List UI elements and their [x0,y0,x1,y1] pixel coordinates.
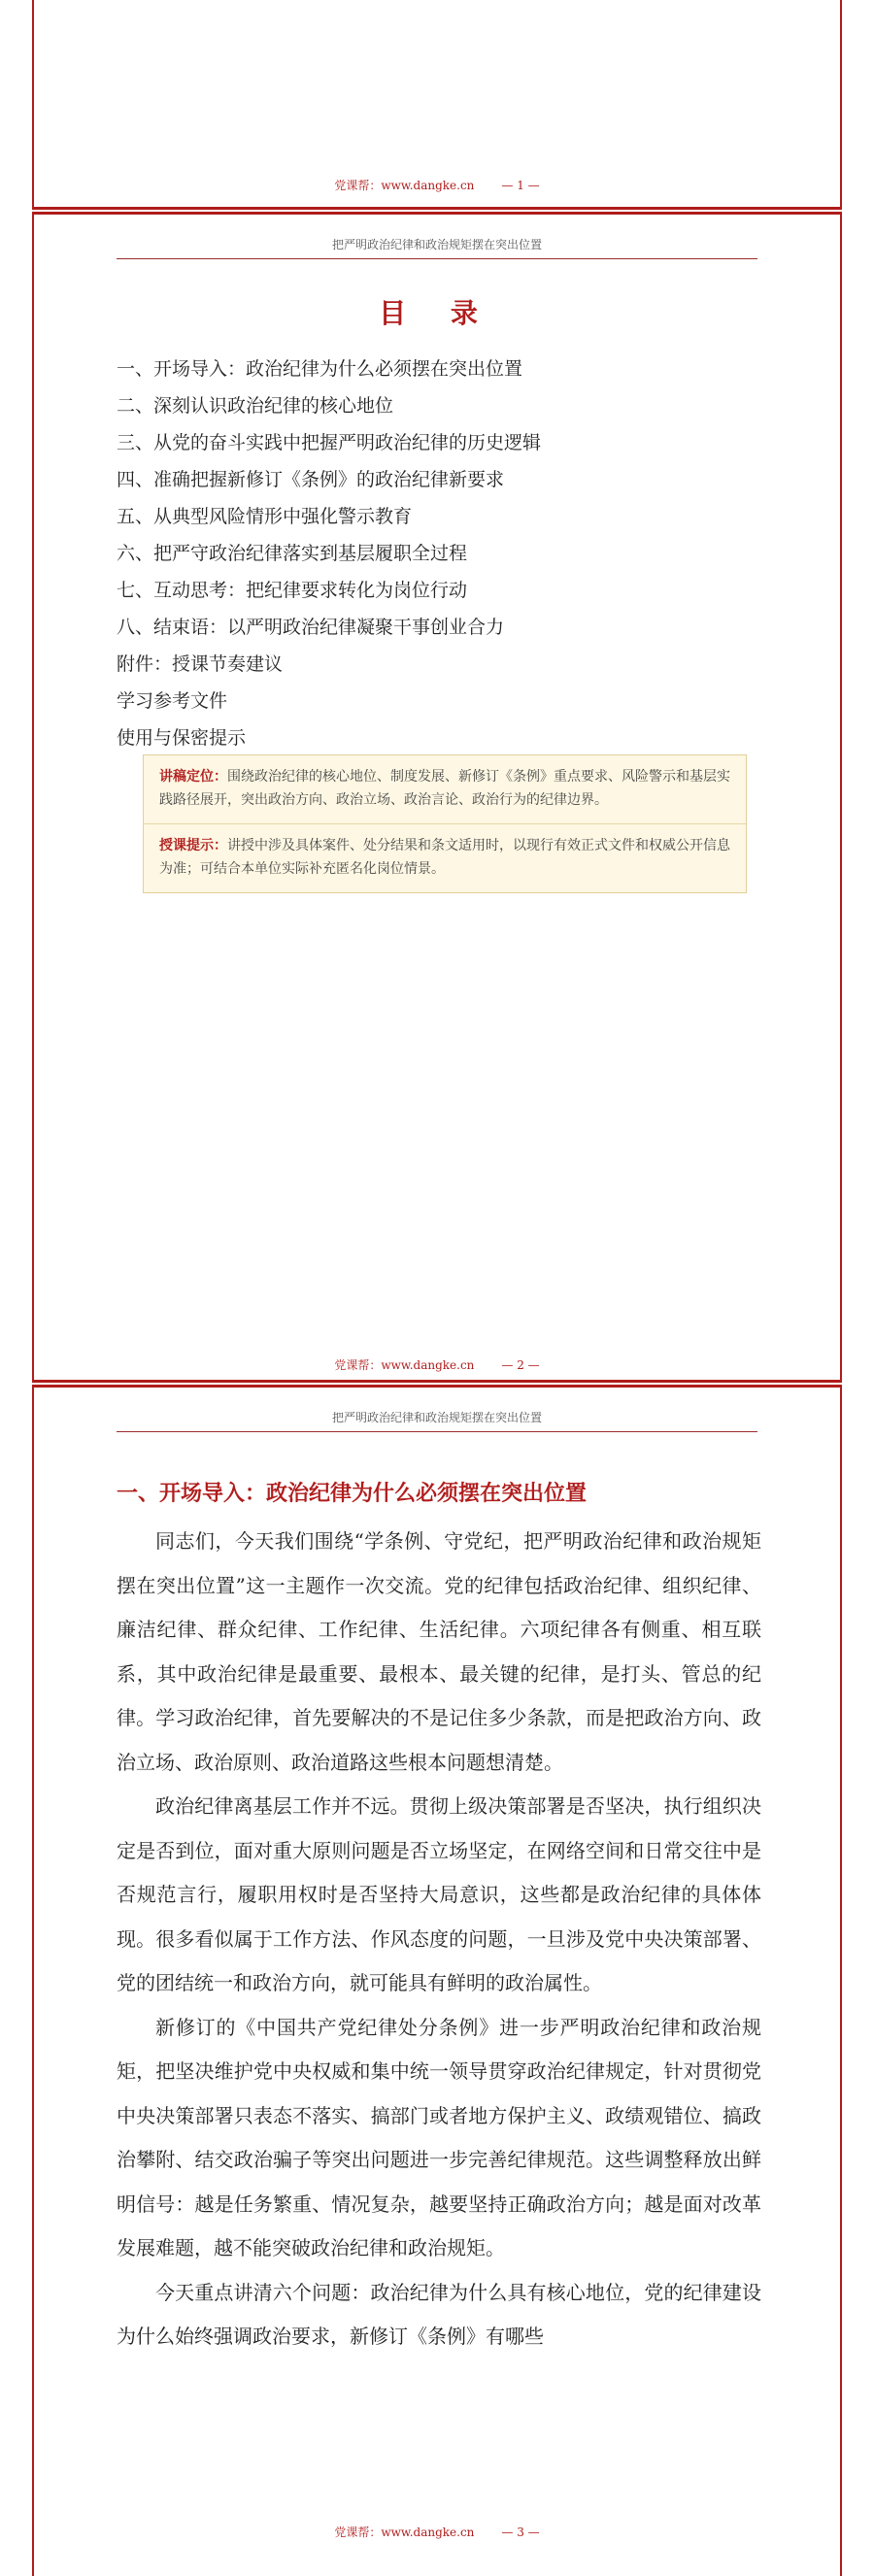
toc-item: 六、把严守政治纪律落实到基层履职全过程 [117,543,468,564]
paragraph: 新修订的《中国共产党纪律处分条例》进一步严明政治纪律和政治规矩，把坚决维护党中央权威和集中统一领导贯穿政治纪律规定，针对贯彻党中央决策部署只表态不落实、搞部门或者地方保护主义、政绩观错位、搞政治攀附、结交政治骗子等突出问题进一步完善纪律规范。这些调整释放出鲜明信号：越是任务繁重、情况复杂，越要坚持正确政治方向；越是面对改革发展难题，越不能突破政治纪律和政治规矩。 [117,2015,761,2259]
section-title: 一、开场导入：政治纪律为什么必须摆在突出位置 [117,1481,588,1506]
running-header: 把严明政治纪律和政治规矩摆在突出位置 [117,1409,757,1432]
positioning-note [144,755,746,823]
positioning-text: 围绕政治纪律的核心地位、制度发展、新修订《条例》重点要求、风险警示和基层实践路径展开，突出政治方向、政治立场、政治言论、政治行为的纪律边界。 [159,769,730,808]
paragraph: 今天重点讲清六个问题：政治纪律为什么具有核心地位，党的纪律建设为什么始终强调政治要求，新修订《条例》有哪些 [117,2280,761,2348]
footer-site: 党课帮：www.dangke.cn [334,1358,475,1372]
toc-item: 使用与保密提示 [117,727,247,749]
footer-site: 党课帮：www.dangke.cn [334,179,475,192]
toc-item: 三、从党的奋斗实践中把握严明政治纪律的历史逻辑 [117,432,542,453]
page-number: — 2 — [501,1358,540,1372]
page-number: — 1 — [501,179,540,192]
page-footer [34,2524,840,2540]
page-1 [32,0,842,210]
toc-item: 二、深刻认识政治纪律的核心地位 [117,395,394,417]
footer-site: 党课帮：www.dangke.cn [334,2526,475,2539]
toc-item: 附件：授课节奏建议 [117,653,284,675]
toc-item: 七、互动思考：把纪律要求转化为岗位行动 [117,580,468,601]
toc-item: 八、结束语：以严明政治纪律凝聚干事创业合力 [117,617,505,638]
page-2 [32,212,842,1383]
toc-item: 一、开场导入：政治纪律为什么必须摆在突出位置 [117,358,523,380]
hint-label: 授课提示： [159,838,227,853]
section-body [117,1520,761,2359]
toc-item: 学习参考文件 [117,690,228,712]
notice-box [143,754,747,893]
page-number: — 3 — [501,2526,540,2539]
toc-list [117,351,541,756]
hint-text: 讲授中涉及具体案件、处分结果和条文适用时，以现行有效正式文件和权威公开信息为准；可结合本单位实际补充匿名化岗位情景。 [159,838,730,877]
toc-item: 五、从典型风险情形中强化警示教育 [117,506,413,527]
paragraph: 政治纪律离基层工作并不远。贯彻上级决策部署是否坚决，执行组织决定是否到位，面对重大原则问题是否立场坚定，在网络空间和日常交往中是否规范言行，履职用权时是否坚持大局意识，这些都是政治纪律的具体体现。很多看似属于工作方法、作风态度的问题，一旦涉及党中央决策部署、党的团结统一和政治方向，就可能具有鲜明的政治属性。 [117,1794,761,1994]
hint-note [144,823,746,892]
page-footer [34,1356,840,1373]
toc-title: 目 录 [379,297,495,329]
page-3 [32,1385,842,2576]
toc-item: 四、准确把握新修订《条例》的政治纪律新要求 [117,469,505,490]
paragraph: 同志们，今天我们围绕“学条例、守党纪，把严明政治纪律和政治规矩摆在突出位置”这一主题作一次交流。党的纪律包括政治纪律、组织纪律、廉洁纪律、群众纪律、工作纪律、生活纪律。六项纪律各有侧重、相互联系，其中政治纪律是最重要、最根本、最关键的纪律，是打头、管总的纪律。学习政治纪律，首先要解决的不是记住多少条款，而是把政治方向、政治立场、政治原则、政治道路这些根本问题想清楚。 [117,1529,761,1774]
running-header: 把严明政治纪律和政治规矩摆在突出位置 [117,236,757,259]
page-footer [34,177,840,193]
positioning-label: 讲稿定位： [159,769,227,785]
